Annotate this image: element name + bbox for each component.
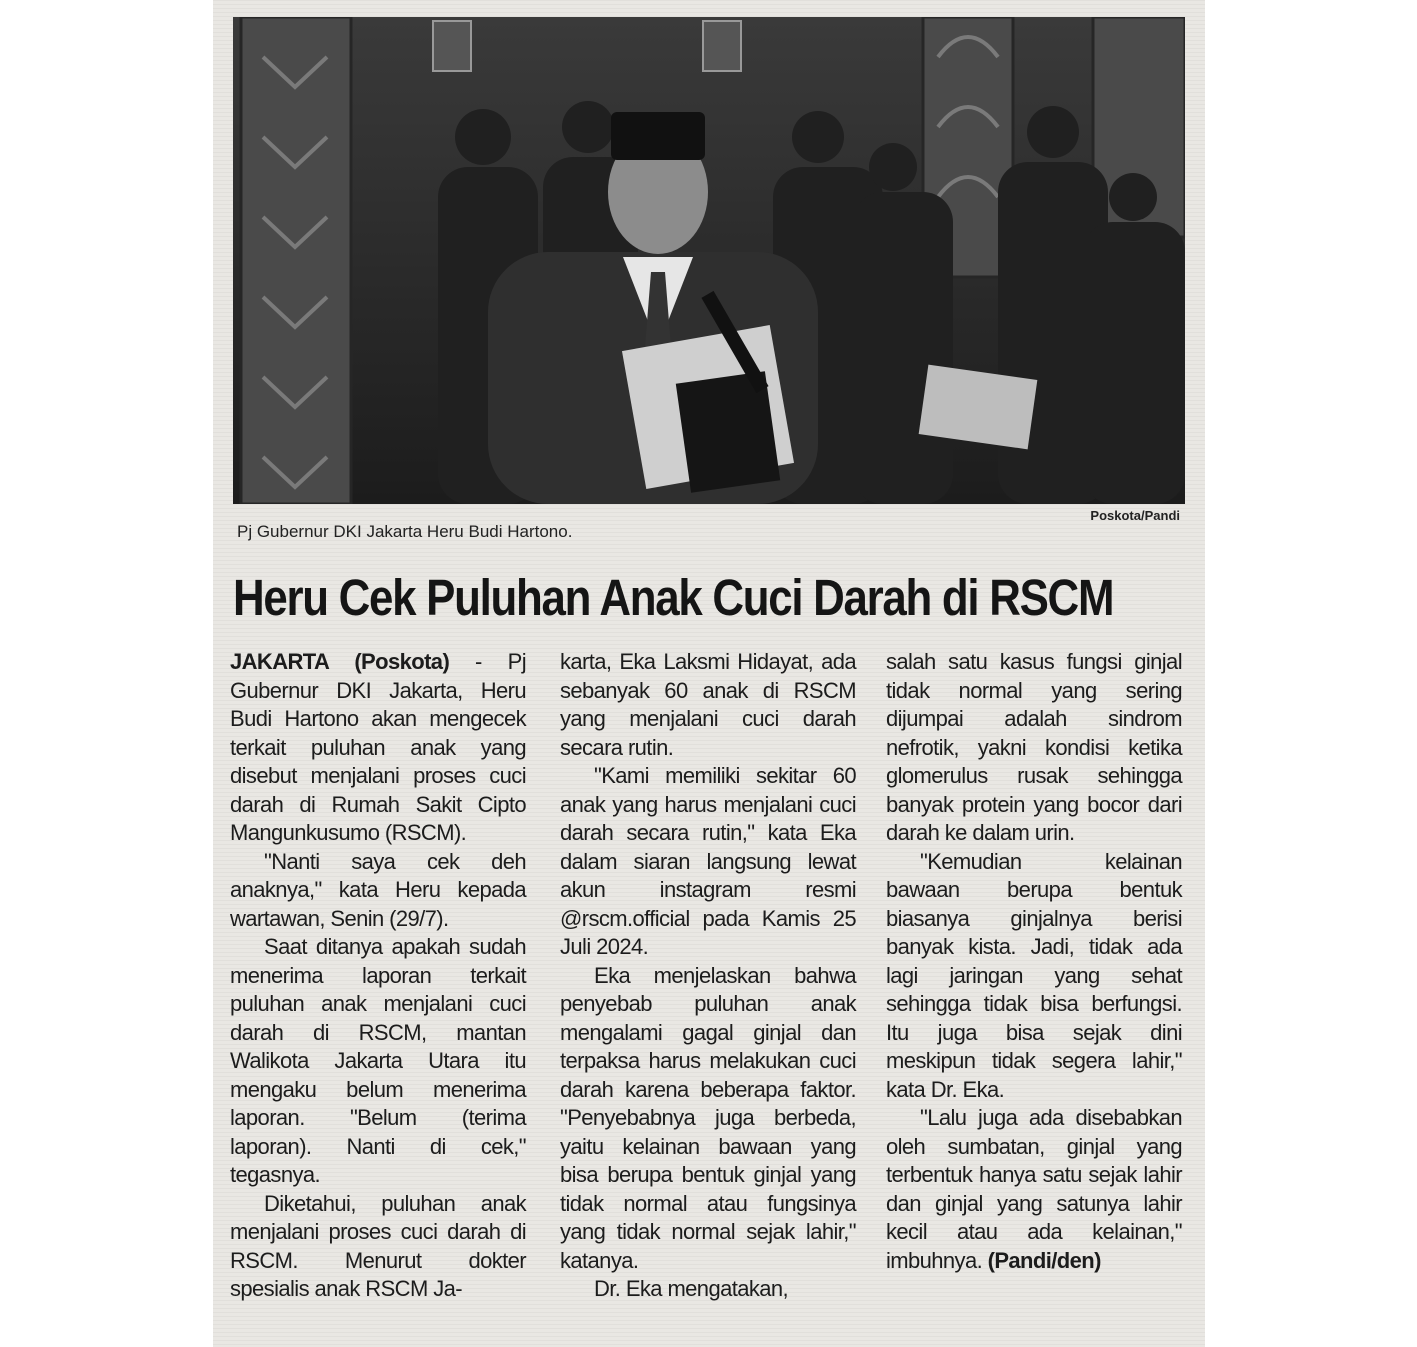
article-column-2 (560, 648, 856, 1304)
photo-credit: Poskota/Pandi (1090, 508, 1180, 523)
dateline: JAKARTA (Poskota) (230, 649, 450, 674)
article-column-1 (230, 648, 526, 1304)
closing-quote: "Lalu juga ada disebabkan oleh sumbatan, ginjal yang terbentuk hanya satu sejak lahir dan ginjal yang satunya lahir kecil atau ada kelainan," imbuhnya. (886, 1105, 1182, 1273)
article-paragraph: Eka menjelaskan bahwa penyebab puluhan anak mengalami gagal ginjal dan terpaksa harus melakukan cuci darah karena beberapa faktor. "Penyebabnya juga berbeda, yaitu kelainan bawaan yang bisa berupa bentuk ginjal yang tidak normal atau fungsinya yang tidak normal sejak lahir," katanya. (560, 962, 856, 1273)
article-paragraph: karta, Eka Laksmi Hidayat, ada sebanyak 60 anak di RSCM yang menjalani cuci darah secara rutin. (560, 649, 856, 760)
article-paragraph: "Kemudian kelainan bawaan berupa bentuk biasanya ginjalnya berisi banyak kista. Jadi, tidak ada lagi jaringan yang sehat sehingga tidak bisa berfungsi. Itu juga bisa sejak dini meskipun tidak segera lahir," kata Dr. Eka. (886, 848, 1182, 1102)
newspaper-clipping (213, 0, 1205, 1347)
article-headline: Heru Cek Puluhan Anak Cuci Darah di RSCM (233, 569, 1114, 626)
lead-text: - Pj Gubernur DKI Jakarta, Heru Budi Hartono akan mengecek terkait puluhan anak yang disebut menjalani proses cuci darah di Rumah Sakit Cipto Mangunkusumo (RSCM). (230, 649, 526, 845)
article-paragraph: "Kami memiliki sekitar 60 anak yang harus menjalani cuci darah secara rutin," kata Eka dalam siaran langsung lewat akun instagram resmi @rscm.official pada Kamis 25 Juli 2024. (560, 763, 856, 959)
article-column-3 (886, 648, 1182, 1275)
article-paragraph (886, 1104, 1182, 1275)
photo-caption: Pj Gubernur DKI Jakarta Heru Budi Hartono. (237, 522, 573, 541)
author-signature: (Pandi/den) (987, 1247, 1101, 1273)
article-paragraph: Saat ditanya apakah sudah menerima laporan terkait puluhan anak menjalani cuci darah di RSCM, mantan Walikota Jakarta Utara itu mengaku belum menerima laporan. "Belum (terima laporan). Nanti di cek," tegasnya. (230, 934, 526, 1187)
news-photo (233, 17, 1185, 504)
article-paragraph (230, 648, 526, 848)
article-body (230, 648, 1186, 1338)
photo-illustration (233, 17, 1185, 504)
article-paragraph: Diketahui, puluhan anak menjalani proses cuci darah di RSCM. Menurut dokter spesialis anak RSCM Ja- (230, 1190, 526, 1301)
article-paragraph: Dr. Eka mengatakan, (594, 1276, 789, 1301)
article-paragraph: salah satu kasus fungsi ginjal tidak normal yang sering dijumpai adalah sindrom nefrotik, yakni kondisi ketika glomerulus rusak sehingga banyak protein yang bocor dari darah ke dalam urin. (886, 649, 1182, 845)
article-paragraph: "Nanti saya cek deh anaknya," kata Heru kepada wartawan, Senin (29/7). (230, 848, 526, 931)
